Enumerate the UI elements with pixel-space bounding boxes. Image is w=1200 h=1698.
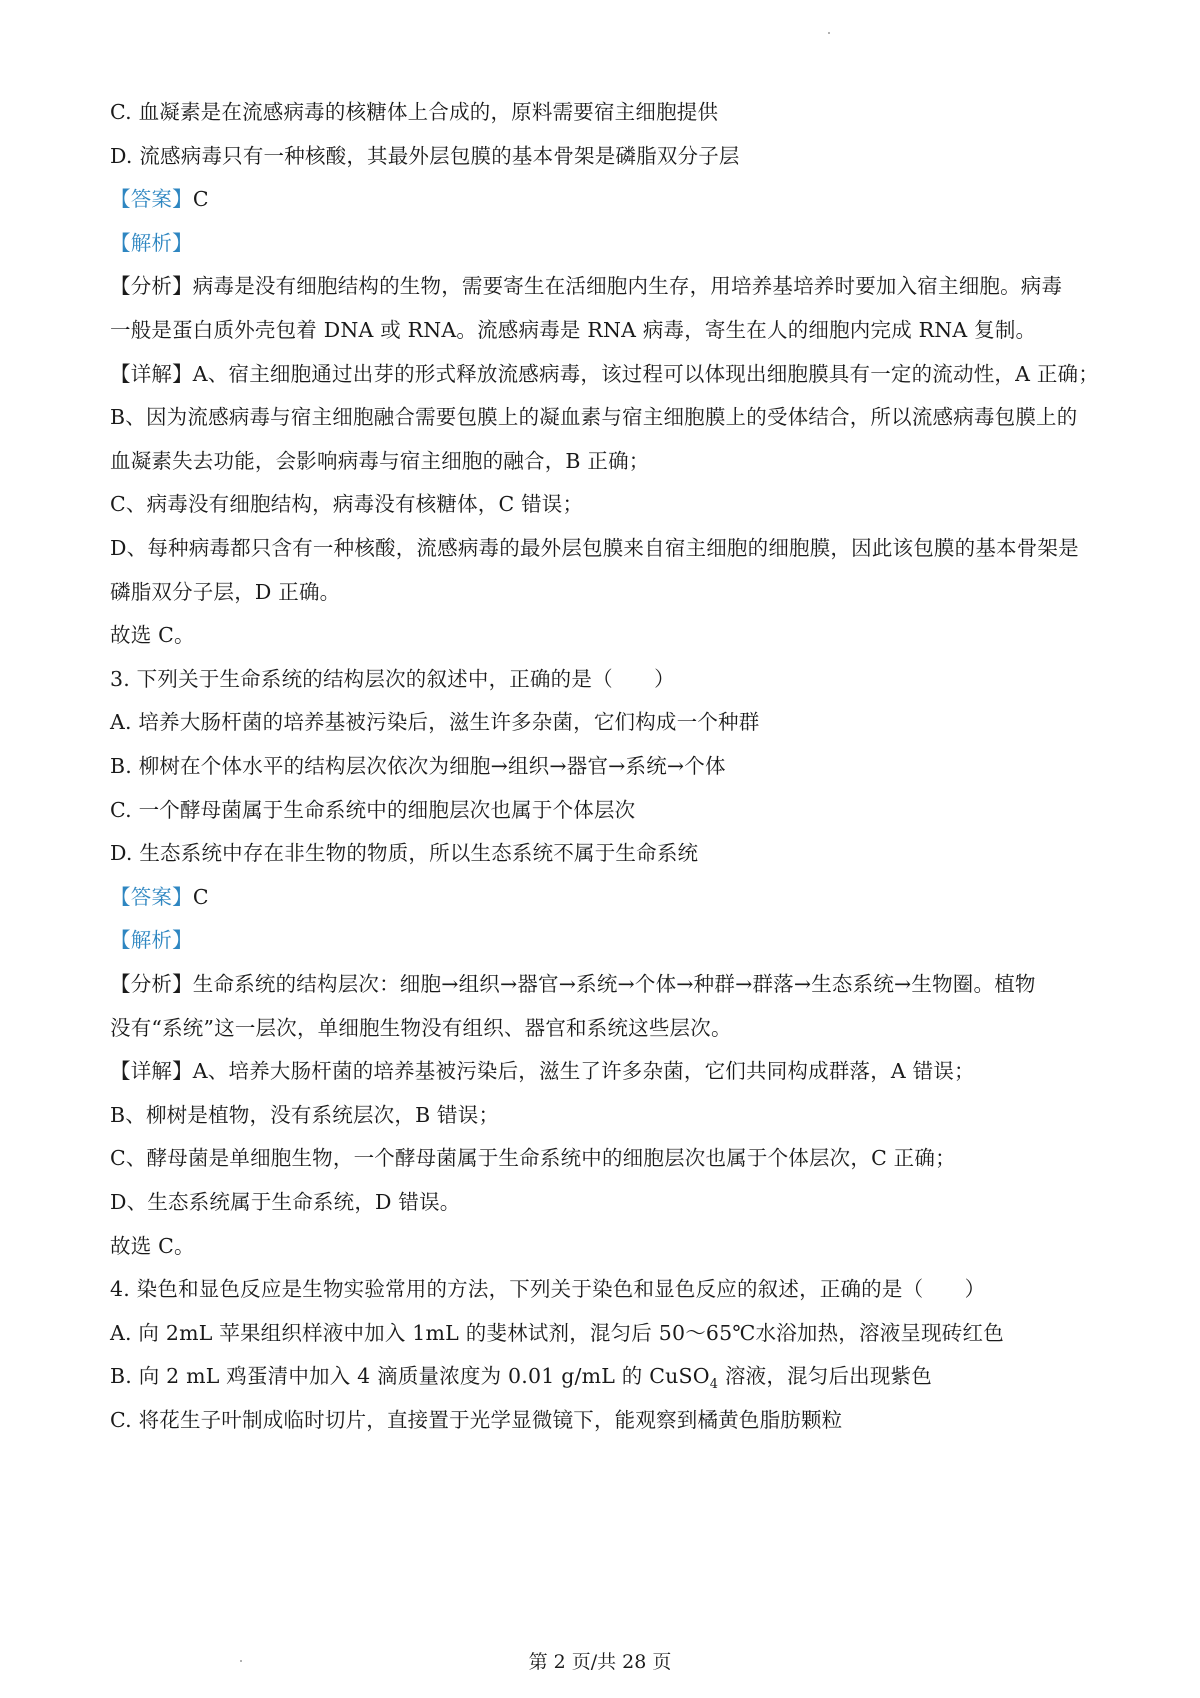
text-line: C. 将花生子叶制成临时切片，直接置于光学显微镜下，能观察到橘黄色脂肪颗粒 (110, 1408, 843, 1432)
text-line: B. 柳树在个体水平的结构层次依次为细胞→组织→器官→系统→个体 (110, 754, 726, 778)
text-segment: B. 向 2 mL 鸡蛋清中加入 4 滴质量浓度为 0.01 g/mL 的 CuSO (110, 1364, 710, 1389)
text-line: D、每种病毒都只含有一种核酸，流感病毒的最外层包膜来自宿主细胞的细胞膜，因此该包膜的基本骨架是 (110, 536, 1079, 560)
text-line: 血凝素失去功能，会影响病毒与宿主细胞的融合，B 正确； (110, 448, 650, 473)
text-segment: 溶液，混匀后出现紫色 (718, 1364, 932, 1389)
text-line: C、酵母菌是单细胞生物，一个酵母菌属于生命系统中的细胞层次也属于个体层次，C 正确； (110, 1146, 956, 1171)
text-line: C、病毒没有细胞结构，病毒没有核糖体，C 错误； (110, 492, 584, 517)
section-marker-line (110, 926, 1100, 954)
text-line: 4. 染色和显色反应是生物实验常用的方法，下列关于染色和显色反应的叙述，正确的是（ ） (110, 1277, 986, 1302)
page-number-footer: 第 2 页/共 28 页 (528, 1651, 672, 1673)
scan-speck (828, 32, 830, 34)
answer-value: C (192, 884, 209, 909)
subscript: 4 (709, 1377, 719, 1393)
section-marker-line (110, 229, 1100, 257)
text-line: 【分析】生命系统的结构层次：细胞→组织→器官→系统→个体→种群→群落→生态系统→生物圈。植物 (110, 972, 1036, 996)
text-line: D、生态系统属于生命系统，D 错误。 (110, 1190, 461, 1214)
section-marker-line (110, 883, 1100, 911)
text-line: 磷脂双分子层，D 正确。 (110, 579, 341, 604)
text-line: D. 流感病毒只有一种核酸，其最外层包膜的基本骨架是磷脂双分子层 (110, 143, 740, 168)
text-line: B、因为流感病毒与宿主细胞融合需要包膜上的凝血素与宿主细胞膜上的受体结合，所以流感病毒包膜上的 (110, 405, 1078, 430)
section-marker: 【解析】 (110, 928, 193, 953)
text-line: 【详解】A、宿主细胞通过出芽的形式释放流感病毒，该过程可以体现出细胞膜具有一定的流动性，A 正确； (110, 361, 1099, 386)
text-line: 故选 C。 (110, 623, 195, 648)
text-line: A. 向 2mL 苹果组织样液中加入 1mL 的斐林试剂，混匀后 50～65℃水浴加热，溶液呈现砖红色 (110, 1320, 1004, 1345)
section-marker: 【解析】 (110, 230, 193, 255)
answer-value: C (192, 187, 209, 212)
text-line: 【详解】A、培养大肠杆菌的培养基被污染后，滋生了许多杂菌，它们共同构成群落，A 错误； (110, 1059, 975, 1084)
text-line (110, 1362, 1100, 1399)
text-line: A. 培养大肠杆菌的培养基被污染后，滋生许多杂菌，它们构成一个种群 (110, 710, 760, 735)
text-line: 一般是蛋白质外壳包着 DNA 或 RNA。流感病毒是 RNA 病毒，寄生在人的细胞内完成 RNA 复制。 (110, 318, 1037, 342)
section-marker: 【答案】 (110, 187, 193, 212)
text-line: 故选 C。 (110, 1233, 195, 1258)
text-line: B、柳树是植物，没有系统层次，B 错误； (110, 1102, 500, 1127)
text-line: C. 血凝素是在流感病毒的核糖体上合成的，原料需要宿主细胞提供 (110, 100, 719, 124)
section-marker-line (110, 185, 1100, 213)
text-line: 【分析】病毒是没有细胞结构的生物，需要寄生在活细胞内生存，用培养基培养时要加入宿主细胞。病毒 (110, 274, 1063, 299)
text-line: 3. 下列关于生命系统的结构层次的叙述中，正确的是（ ） (110, 666, 675, 691)
text-line: C. 一个酵母菌属于生命系统中的细胞层次也属于个体层次 (110, 797, 636, 822)
text-line: D. 生态系统中存在非生物的物质，所以生态系统不属于生命系统 (110, 841, 699, 866)
text-line: 没有“系统”这一层次，单细胞生物没有组织、器官和系统这些层次。 (110, 1015, 732, 1040)
section-marker: 【答案】 (110, 884, 193, 909)
